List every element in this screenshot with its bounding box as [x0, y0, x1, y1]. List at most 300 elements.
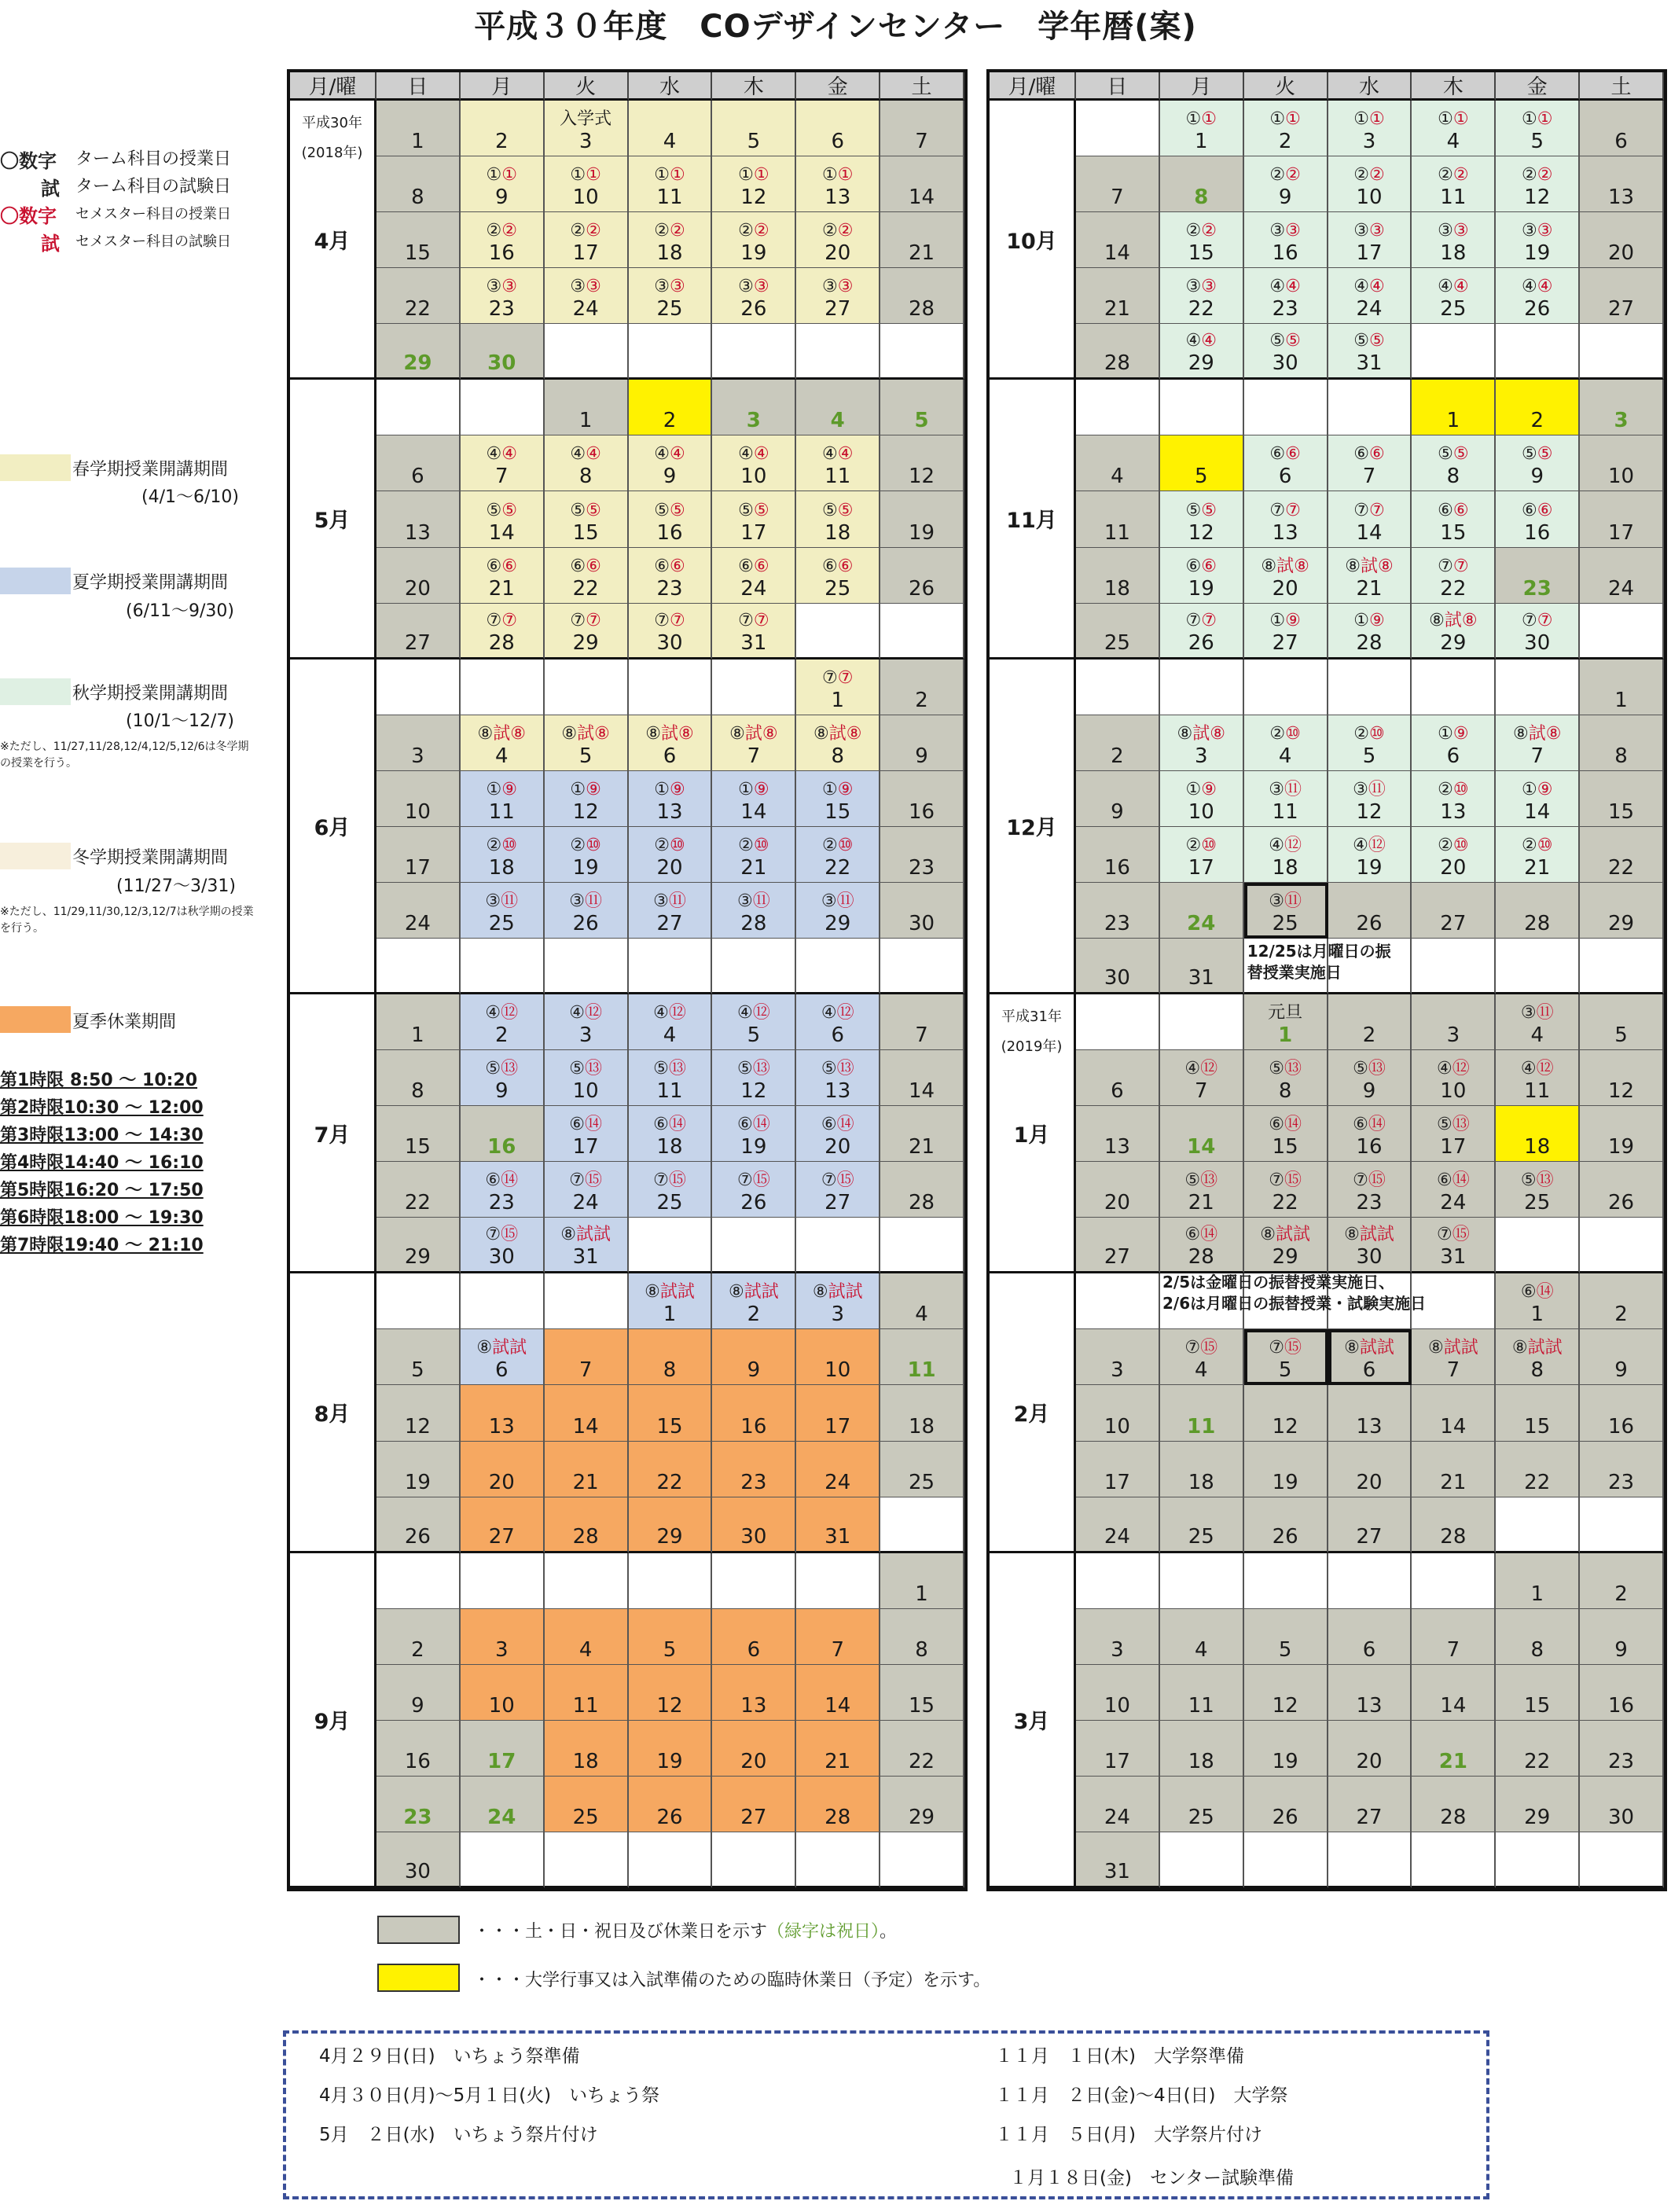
day-cell-sep-6: [712, 1609, 796, 1665]
day-cell-oct-29: [1160, 324, 1244, 380]
day-number: 11: [1440, 186, 1467, 210]
day-cell-jan-1: [1244, 994, 1328, 1050]
day-cell-nov-29: [1412, 604, 1496, 660]
month-label-mar: [990, 1553, 1076, 1888]
day-number: 18: [1188, 1470, 1214, 1494]
day-cell-dec-3: [1160, 715, 1244, 771]
class-marker: ⑤⑤: [738, 500, 769, 520]
day-cell-dec-17: [1160, 827, 1244, 883]
day-number: 20: [1440, 855, 1467, 880]
day-cell-sep-2: [376, 1609, 461, 1665]
class-marker: ⑧試試: [812, 1282, 863, 1303]
empty-cell: [1076, 101, 1160, 156]
empty-cell: [712, 324, 796, 380]
day-number: 25: [1272, 911, 1298, 935]
day-number: 29: [403, 351, 432, 376]
day-cell-feb-24: [1076, 1497, 1160, 1553]
header-day-3: 火: [1244, 72, 1328, 101]
class-marker: ②⑩: [1521, 835, 1553, 855]
summer-label: 夏学期授業開講期間: [72, 573, 229, 593]
day-number: 21: [1440, 1470, 1467, 1494]
class-marker: ④⑫: [653, 1003, 686, 1023]
day-number: 29: [1440, 630, 1467, 655]
day-cell-may-5: [880, 380, 964, 435]
day-cell-nov-17: [1580, 491, 1664, 547]
empty-cell: [1076, 660, 1160, 715]
day-number: 3: [1614, 409, 1629, 433]
empty-cell: [1076, 380, 1160, 435]
day-number: 18: [1440, 241, 1467, 266]
class-marker: ④④: [821, 444, 854, 465]
day-number: 21: [572, 1470, 599, 1494]
day-number: 22: [909, 1749, 935, 1773]
day-cell-oct-10: [1328, 156, 1412, 212]
class-marker: ④⑫: [1436, 1059, 1470, 1079]
period-7: 第7時限19:40 ～ 21:10: [0, 1236, 204, 1255]
day-number: 15: [656, 1414, 683, 1439]
day-number: 2: [411, 1637, 424, 1662]
legend-term-class-text: ターム科目の授業日: [75, 149, 232, 169]
class-marker: ⑤⑬: [1353, 1059, 1386, 1079]
day-number: 12: [1272, 1693, 1298, 1718]
class-marker: ⑥⑭: [1184, 1225, 1218, 1245]
class-marker: ⑤⑬: [736, 1059, 770, 1079]
class-marker: ①①: [1269, 109, 1301, 130]
day-cell-dec-1: [1580, 660, 1664, 715]
class-marker: ②②: [1353, 165, 1385, 186]
month-name: 11月: [1006, 508, 1057, 533]
day-number: 22: [1524, 1749, 1551, 1773]
day-number: 31: [740, 630, 767, 655]
day-number: 31: [572, 1245, 599, 1270]
empty-cell: [712, 1553, 796, 1609]
legend-semester-exam-text: セメスター科目の試験日: [75, 233, 231, 250]
day-number: 5: [663, 1637, 677, 1662]
empty-cell: [1580, 939, 1664, 994]
day-number: 31: [1440, 1245, 1467, 1270]
empty-cell: [1244, 380, 1328, 435]
day-cell-oct-17: [1328, 212, 1412, 268]
day-number: 18: [656, 241, 683, 266]
class-marker: ①⑨: [738, 779, 769, 799]
day-cell-jun-30: [880, 883, 964, 939]
day-cell-jun-12: [545, 771, 629, 827]
day-cell-nov-26: [1160, 604, 1244, 660]
day-number: 24: [824, 1470, 851, 1494]
month-name: 5月: [314, 508, 351, 533]
day-number: 4: [663, 1023, 677, 1048]
day-number: 8: [1614, 744, 1628, 768]
day-cell-mar-18: [1160, 1721, 1244, 1777]
day-cell-jun-6: [629, 715, 713, 771]
day-cell-sep-19: [629, 1721, 713, 1777]
day-number: 25: [1440, 297, 1467, 322]
day-number: 19: [1524, 241, 1551, 266]
day-number: 3: [1111, 1637, 1124, 1662]
day-number: 24: [487, 1805, 516, 1829]
class-marker: ①⑨: [654, 779, 685, 799]
day-cell-jul-27: [796, 1162, 880, 1218]
class-marker: ②⑩: [738, 835, 769, 855]
day-cell-feb-26: [1244, 1497, 1328, 1553]
day-cell-jan-15: [1244, 1106, 1328, 1162]
day-number: 2: [1530, 409, 1544, 433]
day-number: 16: [1524, 520, 1551, 545]
day-cell-may-21: [461, 548, 545, 604]
day-cell-oct-1: [1160, 101, 1244, 156]
event-left-2: 4月３０日(月)～5月１日(火) いちょう祭: [319, 2085, 660, 2106]
class-marker: ⑧試⑧: [1429, 610, 1478, 630]
day-cell-dec-19: [1328, 827, 1412, 883]
day-cell-feb-8: [1496, 1329, 1580, 1385]
header-day-3: 火: [545, 72, 629, 101]
empty-cell: [712, 939, 796, 994]
day-number: 30: [1104, 966, 1130, 990]
day-cell-feb-18: [1160, 1442, 1244, 1497]
day-cell-dec-16: [1076, 827, 1160, 883]
day-cell-apr-24: [545, 268, 629, 324]
day-cell-jul-3: [545, 994, 629, 1050]
day-number: 7: [1195, 1079, 1208, 1104]
day-number: 13: [824, 186, 851, 210]
day-cell-jul-9: [461, 1050, 545, 1106]
day-cell-nov-4: [1076, 435, 1160, 491]
class-marker: ⑧試試: [1344, 1225, 1394, 1245]
day-number: 30: [404, 1860, 431, 1883]
day-number: 28: [1524, 911, 1551, 935]
day-cell-may-10: [712, 435, 796, 491]
day-number: 4: [1111, 465, 1124, 489]
day-number: 17: [404, 855, 431, 880]
class-marker: ③⑪: [1269, 779, 1302, 799]
day-cell-jul-14: [880, 1050, 964, 1106]
empty-cell: [712, 1218, 796, 1273]
day-number: 18: [656, 1135, 683, 1159]
day-cell-feb-12: [1244, 1385, 1328, 1441]
empty-cell: [1412, 660, 1496, 715]
class-marker: ④④: [570, 444, 601, 465]
empty-cell: [461, 380, 545, 435]
day-number: 21: [824, 1749, 851, 1773]
day-number: 25: [656, 297, 683, 322]
day-number: 28: [488, 630, 515, 655]
day-cell-oct-13: [1580, 156, 1664, 212]
class-marker: ⑥⑭: [736, 1115, 770, 1135]
day-cell-jun-20: [629, 827, 713, 883]
day-cell-jul-10: [545, 1050, 629, 1106]
class-marker: ⑧試試: [728, 1282, 779, 1303]
day-cell-mar-23: [1580, 1721, 1664, 1777]
day-cell-feb-13: [1328, 1385, 1412, 1441]
day-number: 7: [831, 1637, 844, 1662]
winter-swatch: [0, 843, 71, 869]
month-name: 10月: [1006, 229, 1057, 254]
day-cell-apr-10: [545, 156, 629, 212]
day-cell-jun-25: [461, 883, 545, 939]
day-number: 1: [578, 409, 593, 433]
day-number: 22: [1524, 1470, 1551, 1494]
class-marker: ④④: [738, 444, 769, 465]
day-cell-may-29: [545, 604, 629, 660]
day-number: 29: [572, 630, 599, 655]
day-cell-mar-3: [1076, 1609, 1160, 1665]
empty-cell: [712, 660, 796, 715]
day-cell-jul-22: [376, 1162, 461, 1218]
day-cell-dec-6: [1412, 715, 1496, 771]
day-cell-feb-11: [1160, 1385, 1244, 1441]
day-cell-jul-8: [376, 1050, 461, 1106]
day-number: 24: [404, 911, 431, 935]
day-number: 7: [1446, 1637, 1460, 1662]
day-cell-nov-11: [1076, 491, 1160, 547]
day-number: 19: [1272, 1749, 1298, 1773]
class-marker: ⑤⑬: [1269, 1059, 1302, 1079]
day-number: 25: [1104, 630, 1130, 655]
day-cell-jul-24: [545, 1162, 629, 1218]
day-cell-nov-5: [1160, 435, 1244, 491]
day-cell-sep-7: [796, 1609, 880, 1665]
day-cell-feb-27: [1328, 1497, 1412, 1553]
class-marker: ⑤⑤: [821, 500, 854, 520]
autumn-range: (10/1～12/7): [126, 711, 234, 731]
day-number: 8: [1278, 1079, 1292, 1104]
class-marker: ⑤⑬: [1520, 1170, 1554, 1191]
empty-cell: [712, 1832, 796, 1888]
day-number: 22: [1608, 855, 1635, 880]
day-cell-jun-11: [461, 771, 545, 827]
day-cell-apr-3: [545, 101, 629, 156]
day-number: 8: [1530, 1637, 1544, 1662]
day-cell-apr-15: [376, 212, 461, 268]
month-name: 2月: [1013, 1402, 1050, 1427]
day-number: 14: [909, 186, 935, 210]
class-marker: ④⑫: [736, 1003, 770, 1023]
day-number: 19: [404, 1470, 431, 1494]
class-marker: ④⑫: [1520, 1059, 1554, 1079]
event-left-1: 4月２９日(日) いちょう祭準備: [319, 2046, 580, 2067]
legend-term-exam-symbol: 試: [41, 178, 60, 200]
day-cell-mar-9: [1580, 1609, 1664, 1665]
day-cell-jul-30: [461, 1218, 545, 1273]
spring-swatch: [0, 454, 71, 481]
class-marker: ②②: [1438, 165, 1469, 186]
day-number: 25: [909, 1470, 935, 1494]
class-marker: ⑧試試: [560, 1225, 611, 1245]
day-cell-feb-17: [1076, 1442, 1160, 1497]
empty-cell: [629, 939, 713, 994]
day-number: 8: [578, 465, 593, 489]
day-cell-jan-4: [1496, 994, 1580, 1050]
day-cell-jan-21: [1160, 1162, 1244, 1218]
day-cell-may-12: [880, 435, 964, 491]
day-number: 29: [1188, 351, 1214, 376]
class-marker: ⑤⑤: [1521, 444, 1553, 465]
class-marker: ⑥⑭: [485, 1170, 519, 1191]
day-cell-apr-20: [796, 212, 880, 268]
header-day-6: 金: [1496, 72, 1580, 101]
day-number: 23: [488, 297, 515, 322]
class-marker: ③③: [654, 277, 685, 297]
day-number: 14: [1524, 799, 1551, 824]
day-cell-jul-19: [712, 1106, 796, 1162]
day-cell-mar-16: [1580, 1665, 1664, 1721]
class-marker: ⑤⑤: [486, 500, 517, 520]
summer-swatch: [0, 568, 71, 594]
day-cell-aug-28: [545, 1497, 629, 1553]
day-number: 10: [572, 1079, 599, 1104]
day-cell-mar-19: [1244, 1721, 1328, 1777]
class-marker: ④④: [1521, 277, 1553, 297]
class-marker: ⑤⑬: [821, 1059, 854, 1079]
day-number: 25: [656, 1191, 683, 1215]
empty-cell: [1328, 1553, 1412, 1609]
day-number: 13: [740, 1693, 767, 1718]
day-number: 5: [578, 744, 593, 768]
day-cell-jan-6: [1076, 1050, 1160, 1106]
class-marker: ⑧試⑧: [1177, 723, 1226, 744]
day-number: 6: [747, 1637, 761, 1662]
header-day-4: 水: [629, 72, 713, 101]
day-number: 22: [656, 1470, 683, 1494]
class-marker: ②⑩: [1353, 723, 1385, 744]
day-number: 22: [404, 1191, 431, 1215]
legend-semester-class-symbol: 〇数字: [0, 205, 57, 227]
day-cell-jun-2: [880, 660, 964, 715]
day-number: 20: [740, 1749, 767, 1773]
class-marker: ⑥⑭: [653, 1115, 686, 1135]
day-number: 13: [404, 520, 431, 545]
day-number: 3: [578, 130, 593, 154]
day-number: 1: [915, 1582, 928, 1606]
day-number: 24: [740, 576, 767, 601]
event-right-2: １１月 ２日(金)～4日(日) 大学祭: [995, 2085, 1288, 2106]
day-number: 13: [656, 799, 683, 824]
day-cell-jun-21: [712, 827, 796, 883]
day-number: 23: [1356, 1191, 1383, 1215]
day-cell-apr-17: [545, 212, 629, 268]
day-cell-aug-13: [461, 1385, 545, 1441]
day-number: 5: [1195, 465, 1208, 489]
day-cell-feb-9: [1580, 1329, 1664, 1385]
day-number: 8: [915, 1637, 928, 1662]
class-marker: ⑤⑤: [570, 500, 601, 520]
class-marker: ⑤⑤: [1269, 331, 1301, 351]
day-cell-nov-7: [1328, 435, 1412, 491]
day-cell-nov-24: [1580, 548, 1664, 604]
day-cell-apr-27: [796, 268, 880, 324]
day-number: 5: [747, 130, 761, 154]
class-marker: ⑧試試: [1260, 1225, 1311, 1245]
day-number: 10: [740, 465, 767, 489]
day-number: 29: [824, 911, 851, 935]
day-cell-feb-3: [1076, 1329, 1160, 1385]
class-marker: ②②: [654, 221, 685, 241]
class-marker: ③③: [1521, 221, 1553, 241]
empty-cell: [1328, 380, 1412, 435]
day-cell-jan-14: [1160, 1106, 1244, 1162]
day-cell-jun-27: [629, 883, 713, 939]
day-number: 26: [1608, 1191, 1635, 1215]
day-cell-jun-5: [545, 715, 629, 771]
day-number: 3: [1362, 130, 1376, 154]
day-cell-aug-31: [796, 1497, 880, 1553]
class-marker: ③③: [738, 277, 769, 297]
class-marker: ③⑪: [653, 891, 686, 911]
day-number: 27: [740, 1805, 767, 1829]
day-cell-may-23: [629, 548, 713, 604]
day-cell-may-16: [629, 491, 713, 547]
day-number: 23: [1272, 297, 1298, 322]
empty-cell: [880, 1218, 964, 1273]
day-number: 18: [909, 1414, 935, 1439]
class-marker: ④④: [1438, 277, 1469, 297]
day-cell-nov-3: [1580, 380, 1664, 435]
day-number: 1: [411, 130, 424, 154]
day-cell-sep-8: [880, 1609, 964, 1665]
empty-cell: [796, 604, 880, 660]
day-cell-may-25: [796, 548, 880, 604]
day-cell-nov-14: [1328, 491, 1412, 547]
day-number: 24: [1104, 1524, 1130, 1549]
day-number: 13: [1104, 1135, 1130, 1159]
class-marker: ③③: [570, 277, 601, 297]
day-cell-mar-29: [1496, 1777, 1580, 1832]
autumn-label: 秋学期授業開講期間: [72, 684, 229, 704]
day-cell-dec-23: [1076, 883, 1160, 939]
day-number: 28: [824, 1805, 851, 1829]
day-cell-nov-27: [1244, 604, 1328, 660]
header-day-1: 日: [1076, 72, 1160, 101]
month-name: 9月: [314, 1709, 351, 1734]
day-cell-jul-1: [376, 994, 461, 1050]
day-number: 14: [572, 1414, 599, 1439]
empty-cell: [1244, 660, 1328, 715]
day-number: 11: [907, 1358, 936, 1383]
class-marker: ⑦⑦: [1521, 610, 1553, 630]
empty-cell: [461, 1553, 545, 1609]
empty-cell: [796, 324, 880, 380]
day-number: 3: [831, 1303, 844, 1327]
class-marker: ①①: [1185, 109, 1217, 130]
day-number: 7: [915, 1023, 928, 1048]
class-marker: ②⑩: [1269, 723, 1301, 744]
day-number: 2: [495, 130, 509, 154]
day-number: 21: [1524, 855, 1551, 880]
class-marker: ⑧試試: [476, 1338, 527, 1358]
period-1: 第1時限 8:50 ～ 10:20: [0, 1071, 198, 1090]
day-cell-feb-10: [1076, 1385, 1160, 1441]
day-number: 12: [1272, 1414, 1298, 1439]
day-cell-dec-13: [1412, 771, 1496, 827]
day-cell-mar-15: [1496, 1665, 1580, 1721]
day-cell-may-2: [629, 380, 713, 435]
class-marker: ①①: [821, 165, 854, 186]
day-number: 27: [1356, 1805, 1383, 1829]
day-number: 9: [1614, 1358, 1628, 1383]
class-marker: ①①: [570, 165, 601, 186]
day-number: 10: [1188, 799, 1214, 824]
day-cell-dec-8: [1580, 715, 1664, 771]
day-cell-feb-25: [1160, 1497, 1244, 1553]
day-cell-feb-20: [1328, 1442, 1412, 1497]
day-cell-mar-14: [1412, 1665, 1496, 1721]
class-marker: ①⑨: [1353, 610, 1385, 630]
day-cell-apr-6: [796, 101, 880, 156]
day-cell-dec-5: [1328, 715, 1412, 771]
day-cell-apr-25: [629, 268, 713, 324]
class-marker: ①⑨: [1269, 610, 1301, 630]
day-number: 3: [411, 744, 424, 768]
